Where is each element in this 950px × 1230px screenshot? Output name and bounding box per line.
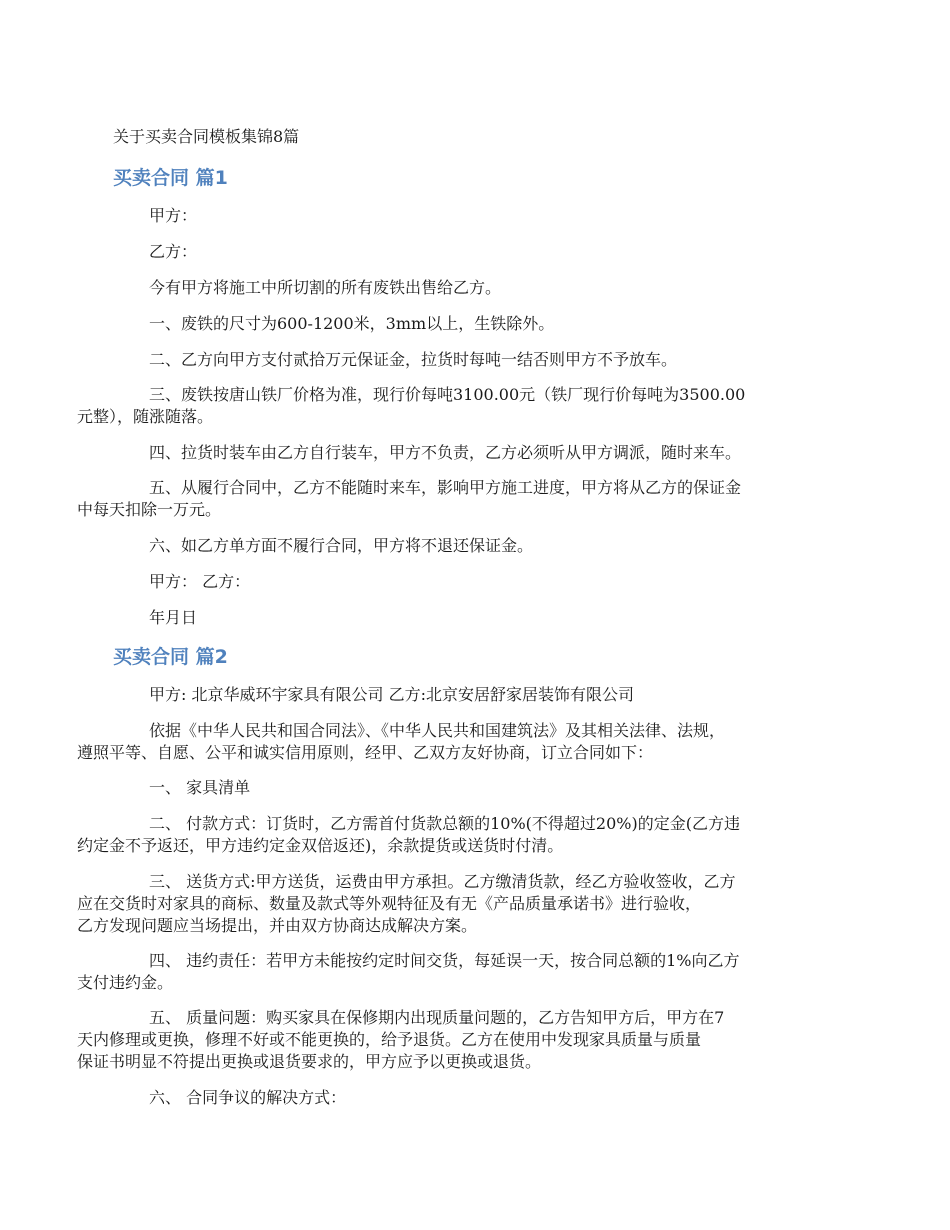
paragraph-liability: 四、 违约责任：若甲方未能按约定时间交货，每延误一天，按合同总额的1%向乙方 支付违约金。	[77, 951, 740, 992]
section-heading-1: 买卖合同 篇1	[113, 167, 228, 189]
paragraph-date: 年月日	[149, 608, 198, 627]
paragraph-payment: 二、 付款方式：订货时，乙方需首付货款总额的10%(不得超过20%)的定金(乙方违 约定金不予返还，甲方违约定金双倍返还)，余款提货或送货时付清。	[77, 814, 740, 855]
paragraph-clause-5: 五、从履行合同中，乙方不能随时来车，影响甲方施工进度，甲方将从乙方的保证金 中每天扣除一万元。	[77, 478, 742, 519]
paragraph-party-b: 乙方：	[149, 242, 198, 261]
paragraph-legal-basis: 依据《中华人民共和国合同法》、《中华人民共和国建筑法》及其相关法律、法规， 遵照平等、自愿、公平和诚实信用原则，经甲、乙双方友好协商，订立合同如下：	[77, 721, 726, 762]
paragraph-furniture-list: 一、 家具清单	[149, 778, 251, 797]
paragraph-clause-3: 三、废铁按唐山铁厂价格为准，现行价每吨3100.00元（铁厂现行价每吨为3500.00 元整），随涨随落。	[77, 385, 746, 426]
paragraph-quality: 五、 质量问题：购买家具在保修期内出现质量问题的，乙方告知甲方后，甲方在7 天内修理或更换，修理不好或不能更换的，给予退货。乙方在使用中发现家具质量与质量 保证书明显不符提出更换或退货要求的，甲方应予以更换或退货。	[77, 1008, 725, 1071]
paragraph-clause-2: 二、乙方向甲方支付贰拾万元保证金，拉货时每吨一结否则甲方不予放车。	[149, 350, 678, 369]
paragraph-signatures: 甲方： 乙方：	[149, 572, 251, 591]
paragraph-intro: 今有甲方将施工中所切割的所有废铁出售给乙方。	[149, 278, 502, 297]
paragraph-dispute: 六、 合同争议的解决方式：	[149, 1088, 347, 1107]
paragraph-party-a: 甲方：	[149, 206, 198, 225]
section-heading-2: 买卖合同 篇2	[113, 646, 228, 668]
paragraph-parties: 甲方: 北京华威环宇家具有限公司 乙方:北京安居舒家居装饰有限公司	[149, 685, 634, 704]
document-title: 关于买卖合同模板集锦8篇	[113, 127, 300, 146]
paragraph-delivery: 三、 送货方式:甲方送货，运费由甲方承担。乙方缴清货款，经乙方验收签收，乙方 应在交货时对家具的商标、数量及款式等外观特征及有无《产品质量承诺书》进行验收， 乙方发现问题应当场提出，并由双方协商达成解决方案。	[77, 872, 736, 935]
paragraph-clause-1: 一、废铁的尺寸为600-1200米，3mm以上，生铁除外。	[149, 314, 555, 333]
paragraph-clause-4: 四、拉货时装车由乙方自行装车，甲方不负责，乙方必须听从甲方调派，随时来车。	[149, 443, 742, 462]
paragraph-clause-6: 六、如乙方单方面不履行合同，甲方将不退还保证金。	[149, 536, 534, 555]
